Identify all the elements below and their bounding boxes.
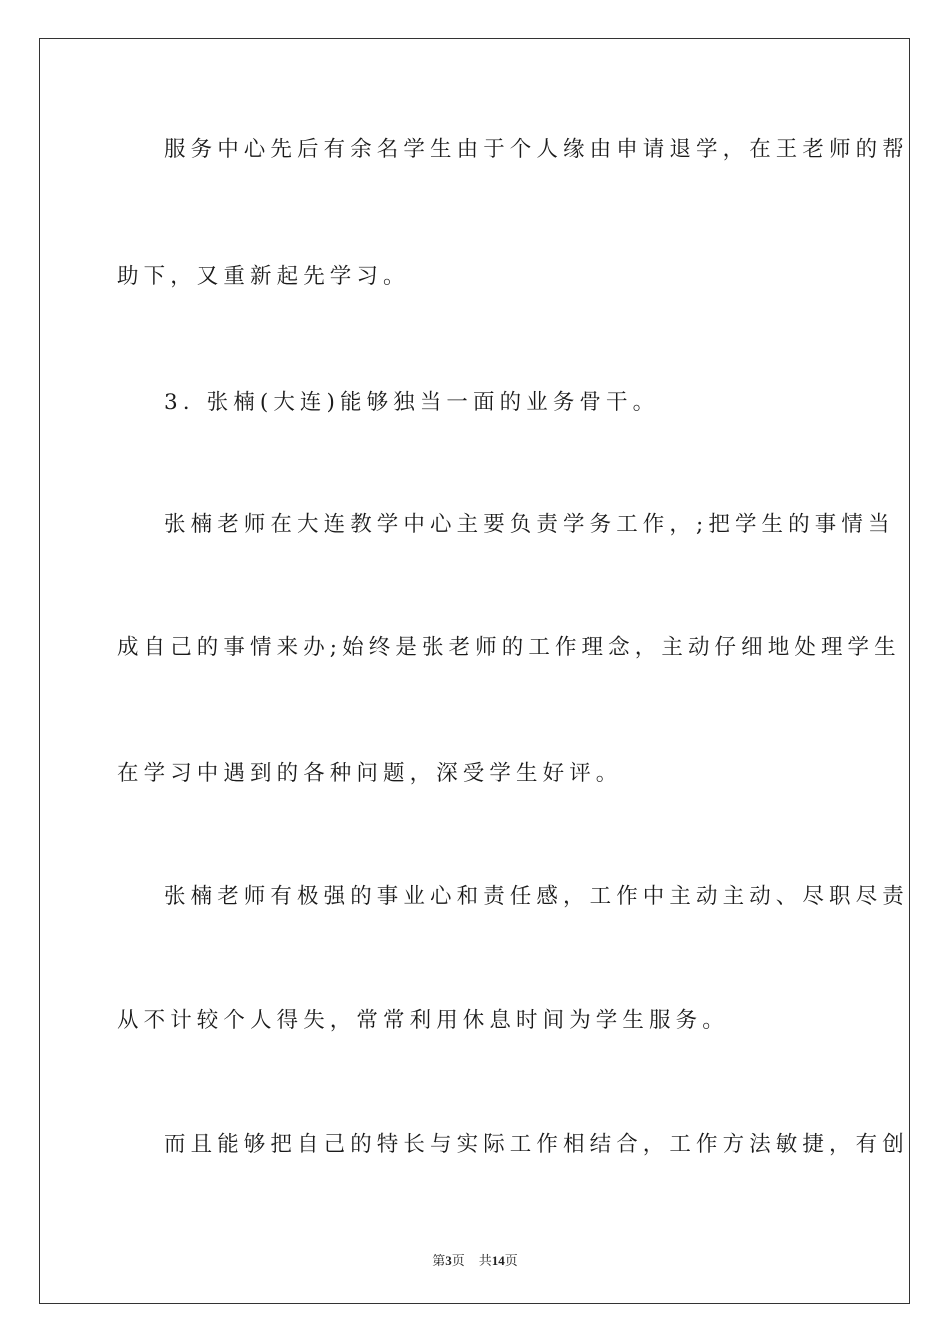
page-label-suffix: 页 — [451, 1253, 465, 1268]
paragraph-line: 在学习中遇到的各种问题，深受学生好评。 — [117, 761, 623, 786]
total-page-count: 14 — [491, 1253, 505, 1268]
page-number: 3 — [445, 1253, 452, 1268]
paragraph-line: 张楠老师在大连教学中心主要负责学务工作，;把学生的事情当 — [164, 512, 895, 537]
page-border — [39, 38, 910, 1304]
total-label-prefix: 共 — [478, 1253, 492, 1268]
paragraph-line: 而且能够把自己的特长与实际工作相结合，工作方法敏捷，有创 — [164, 1132, 909, 1157]
paragraph-line: 从不计较个人得失，常常利用休息时间为学生服务。 — [117, 1008, 729, 1033]
page-label-prefix: 第 — [432, 1253, 446, 1268]
page-footer — [0, 1250, 950, 1269]
paragraph-line: 3. 张楠(大连)能够独当一面的业务骨干。 — [164, 390, 660, 415]
paragraph-line: 成自己的事情来办;始终是张老师的工作理念，主动仔细地处理学生 — [117, 635, 901, 660]
paragraph-line: 张楠老师有极强的事业心和责任感，工作中主动主动、尽职尽责 — [164, 884, 909, 909]
total-label-suffix: 页 — [504, 1253, 518, 1268]
paragraph-line: 服务中心先后有余名学生由于个人缘由申请退学，在王老师的帮 — [164, 137, 909, 162]
paragraph-line: 助下，又重新起先学习。 — [117, 264, 410, 289]
